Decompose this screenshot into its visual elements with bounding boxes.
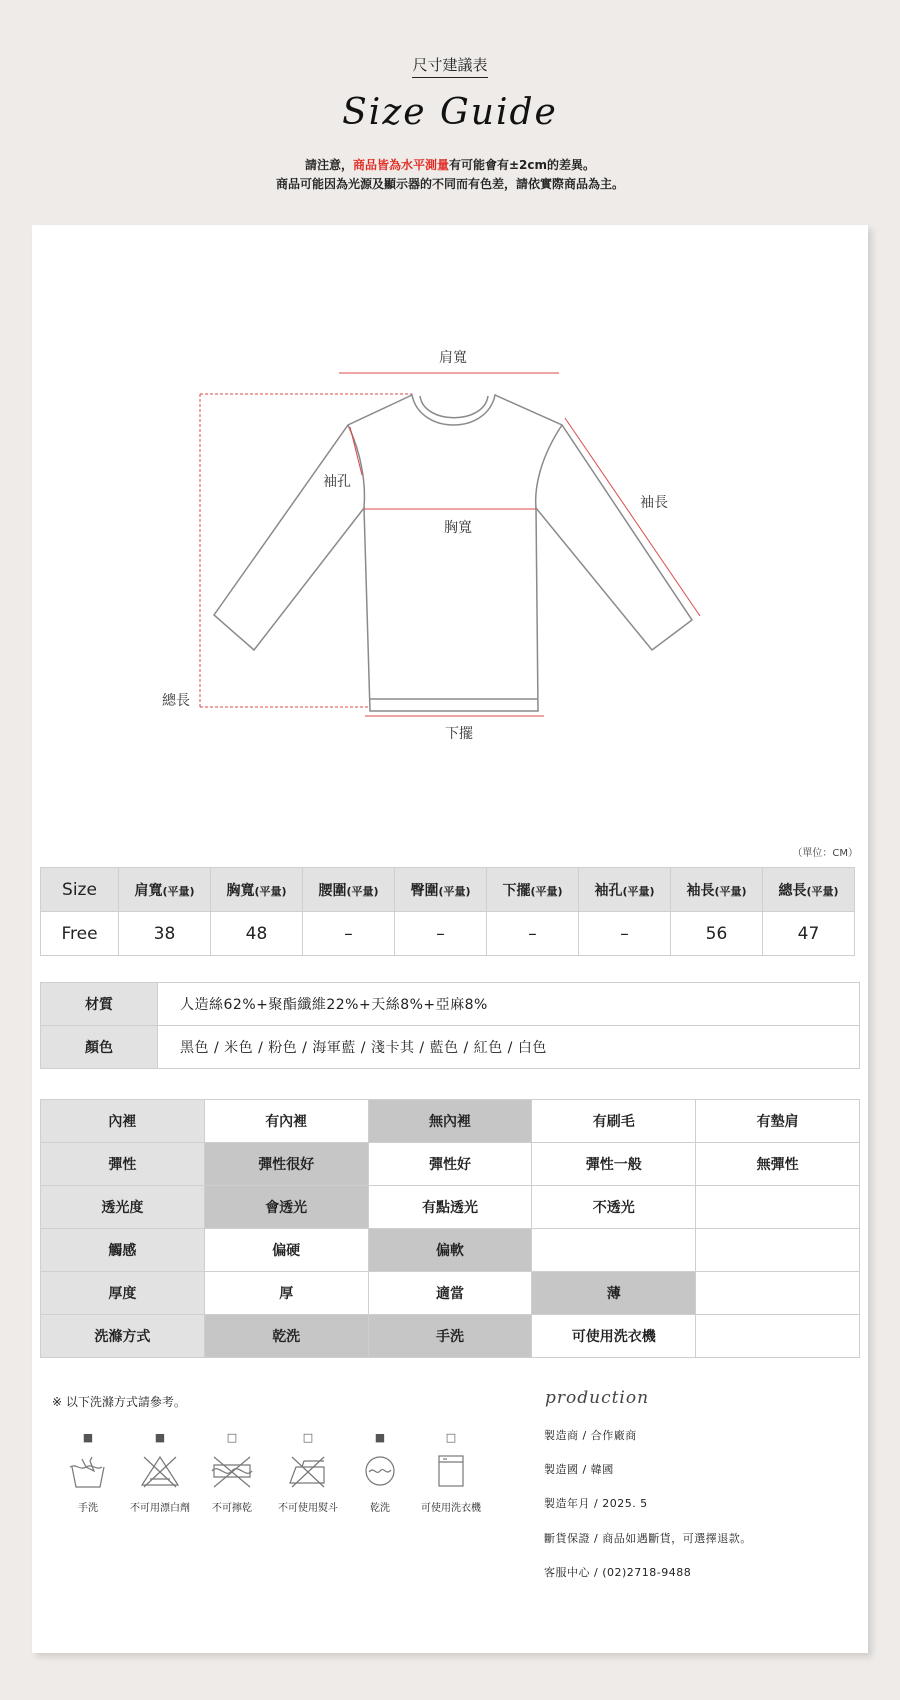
value-cell: – xyxy=(395,912,487,956)
table-row xyxy=(41,912,855,956)
attribute-option: 厚 xyxy=(204,1272,368,1315)
wash-mark: ■ xyxy=(82,1431,94,1444)
attribute-option xyxy=(696,1315,860,1358)
size-guide-title: Size Guide xyxy=(342,92,558,133)
production-line: 客服中心 / (02)2718-9488 xyxy=(544,1566,692,1579)
production-line: 製造商 / 合作廠商 xyxy=(544,1429,637,1442)
wash-label: 可使用洗衣機 xyxy=(421,1503,481,1514)
attribute-option-selected: 乾洗 xyxy=(204,1315,368,1358)
column-header: 總長(平量) xyxy=(763,868,855,912)
production-line: 斷貨保證 / 商品如遇斷貨，可選擇退款。 xyxy=(544,1532,752,1545)
attribute-option: 彈性一般 xyxy=(532,1143,696,1186)
wash-label: 乾洗 xyxy=(370,1503,390,1514)
wash-mark: □ xyxy=(445,1431,457,1444)
color-value: 黑色 / 米色 / 粉色 / 海軍藍 / 淺卡其 / 藍色 / 紅色 / 白色 xyxy=(158,1026,860,1069)
attribute-option: 偏硬 xyxy=(204,1229,368,1272)
attribute-option: 無彈性 xyxy=(696,1143,860,1186)
wash-label: 不可用漂白劑 xyxy=(130,1503,190,1514)
production-line: 製造年月 / 2025. 5 xyxy=(544,1497,648,1510)
sweater-illustration xyxy=(32,225,868,785)
column-header: 下擺(平量) xyxy=(487,868,579,912)
column-header: 袖長(平量) xyxy=(671,868,763,912)
unit-label: （單位：CM） xyxy=(792,848,858,859)
wash-item-washing-machine xyxy=(409,1431,493,1514)
attribute-table xyxy=(40,1099,860,1358)
value-cell: 47 xyxy=(763,912,855,956)
attribute-option: 彈性好 xyxy=(368,1143,532,1186)
table-row xyxy=(41,1315,860,1358)
size-header-cell: Size xyxy=(41,868,119,912)
shoulder-label: 肩寬 xyxy=(439,350,467,366)
value-cell: – xyxy=(487,912,579,956)
attribute-option: 適當 xyxy=(368,1272,532,1315)
value-cell: – xyxy=(303,912,395,956)
attribute-label: 厚度 xyxy=(41,1272,205,1315)
no-wring-icon xyxy=(190,1453,274,1489)
attribute-option: 有墊肩 xyxy=(696,1100,860,1143)
value-cell: 38 xyxy=(119,912,211,956)
attribute-option: 有刷毛 xyxy=(532,1100,696,1143)
wash-label: 不可擰乾 xyxy=(212,1503,252,1514)
chest-label: 胸寬 xyxy=(444,520,472,536)
size-guide-subtitle: 尺寸建議表 xyxy=(0,54,900,75)
table-row xyxy=(41,1229,860,1272)
size-table xyxy=(40,867,855,956)
size-cell: Free xyxy=(41,912,119,956)
table-row xyxy=(41,1143,860,1186)
size-table-header xyxy=(41,868,855,912)
attribute-label: 彈性 xyxy=(41,1143,205,1186)
wash-mark: ■ xyxy=(374,1431,386,1444)
attribute-option-selected: 偏軟 xyxy=(368,1229,532,1272)
value-cell: – xyxy=(579,912,671,956)
washing-machine-icon xyxy=(409,1453,493,1489)
wash-item-no-wring xyxy=(190,1431,274,1514)
size-guide-card xyxy=(32,225,868,1653)
attribute-label: 觸感 xyxy=(41,1229,205,1272)
wash-mark: ■ xyxy=(154,1431,166,1444)
attribute-label: 洗滌方式 xyxy=(41,1315,205,1358)
attribute-option: 有點透光 xyxy=(368,1186,532,1229)
washing-note: ※ 以下洗滌方式請參考。 xyxy=(52,1395,186,1409)
length-label: 總長 xyxy=(162,693,190,709)
column-header: 袖孔(平量) xyxy=(579,868,671,912)
material-value: 人造絲62%+聚酯纖維22%+天絲8%+亞麻8% xyxy=(158,983,860,1026)
column-header: 肩寬(平量) xyxy=(119,868,211,912)
garment-diagram xyxy=(32,225,868,785)
hem-label: 下擺 xyxy=(445,726,473,742)
table-row xyxy=(41,1272,860,1315)
washing-icons xyxy=(46,1431,486,1531)
value-cell: 48 xyxy=(211,912,303,956)
material-label: 材質 xyxy=(41,983,158,1026)
wash-mark: □ xyxy=(226,1431,238,1444)
table-row xyxy=(41,1100,860,1143)
wash-label: 手洗 xyxy=(78,1503,98,1514)
attribute-option: 不透光 xyxy=(532,1186,696,1229)
attribute-option xyxy=(696,1186,860,1229)
attribute-option: 可使用洗衣機 xyxy=(532,1315,696,1358)
table-row xyxy=(41,1186,860,1229)
attribute-label: 透光度 xyxy=(41,1186,205,1229)
color-label: 顏色 xyxy=(41,1026,158,1069)
value-cell: 56 xyxy=(671,912,763,956)
attribute-label: 內裡 xyxy=(41,1100,205,1143)
attribute-option: 有內裡 xyxy=(204,1100,368,1143)
production-title: production xyxy=(545,1388,650,1408)
column-header: 胸寬(平量) xyxy=(211,868,303,912)
attribute-option-selected: 彈性很好 xyxy=(204,1143,368,1186)
attribute-option-selected: 手洗 xyxy=(368,1315,532,1358)
material-table xyxy=(40,982,860,1069)
color-row xyxy=(41,1026,860,1069)
column-header: 臀圍(平量) xyxy=(395,868,487,912)
notice-highlight: 商品皆為水平測量 xyxy=(352,158,449,172)
attribute-option xyxy=(696,1272,860,1315)
material-row xyxy=(41,983,860,1026)
attribute-option-selected: 會透光 xyxy=(204,1186,368,1229)
attribute-option-selected: 薄 xyxy=(532,1272,696,1315)
sleeve-label: 袖長 xyxy=(640,495,668,511)
attribute-option xyxy=(532,1229,696,1272)
measurement-notice: 請注意，商品皆為水平測量有可能會有±2cm的差異。 商品可能因為光源及顯示器的不同而有色差，請依實際商品為主。 xyxy=(275,158,624,191)
wash-mark: □ xyxy=(302,1431,314,1444)
production-line: 製造國 / 韓國 xyxy=(544,1463,614,1476)
attribute-option-selected: 無內裡 xyxy=(368,1100,532,1143)
armhole-label: 袖孔 xyxy=(323,474,351,490)
column-header: 腰圍(平量) xyxy=(303,868,395,912)
attribute-option xyxy=(696,1229,860,1272)
wash-label: 不可使用熨斗 xyxy=(278,1503,338,1514)
